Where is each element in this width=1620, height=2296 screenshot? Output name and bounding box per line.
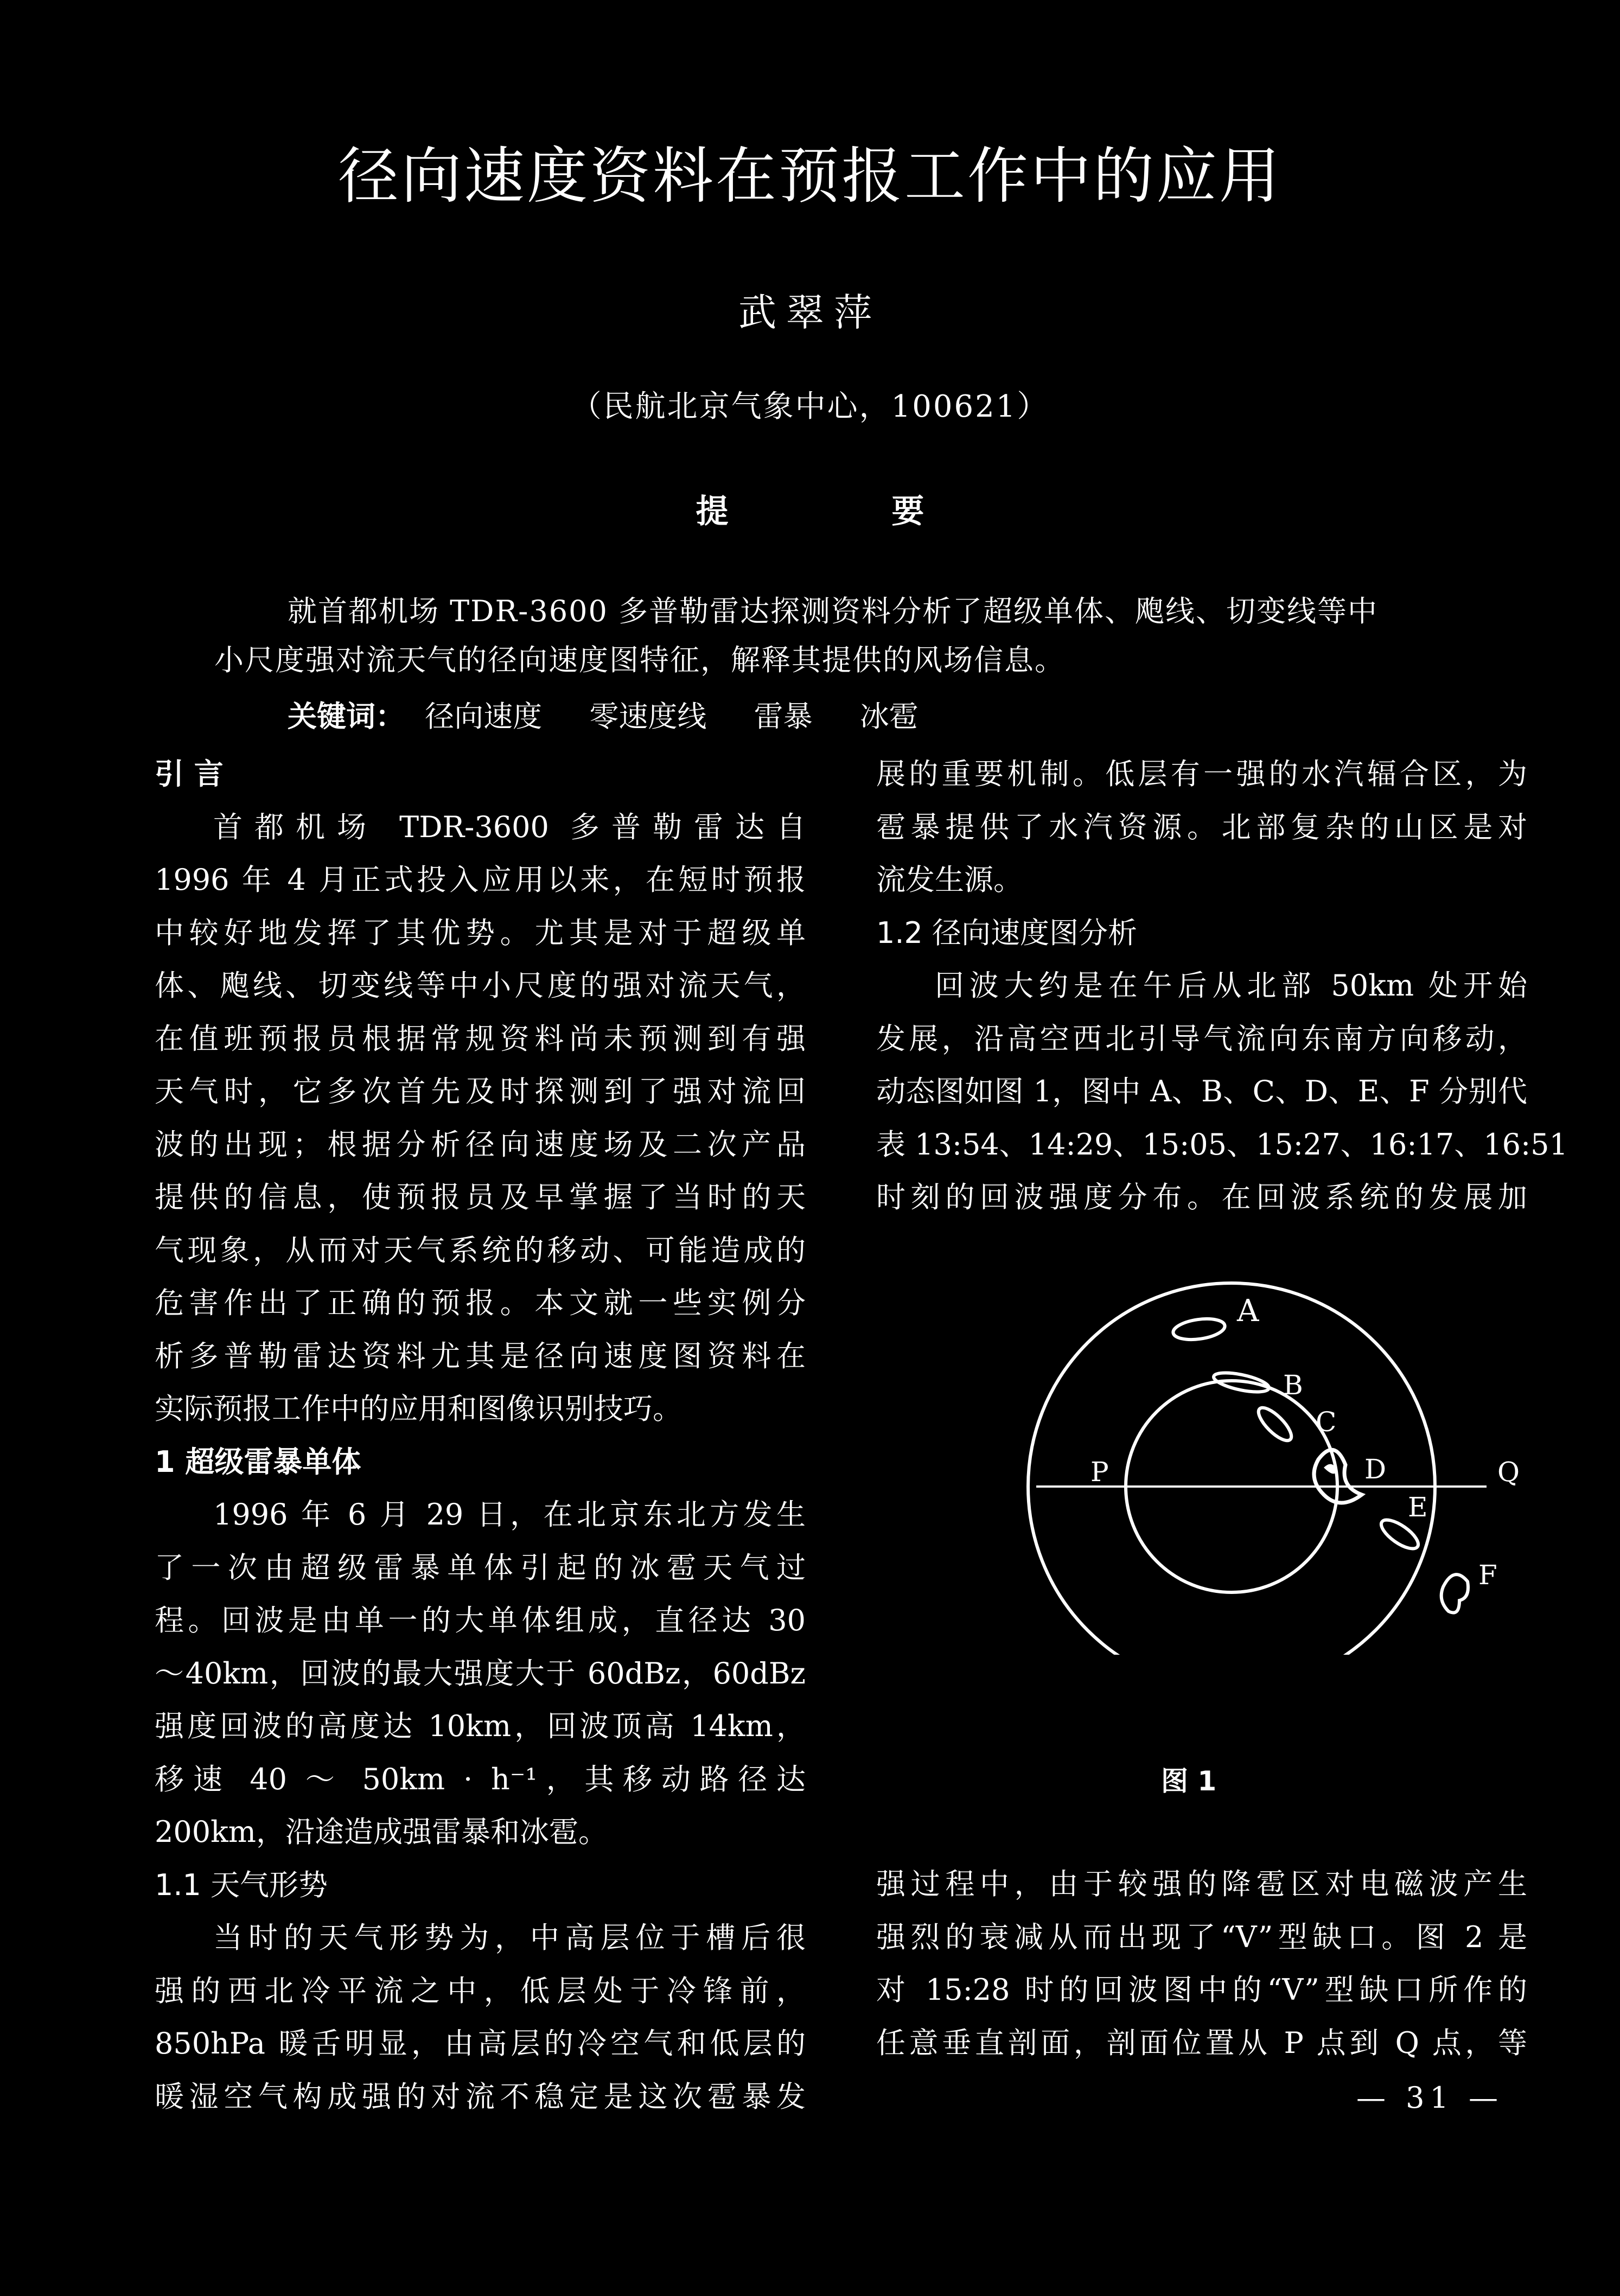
- section-heading-1: 1 超级雷暴单体: [155, 1444, 361, 1479]
- text-line: 回波大约是在午后从北部 50km 处开始: [935, 968, 1527, 1003]
- label-f: F: [1478, 1559, 1497, 1591]
- section-heading-intro: 引 言: [155, 757, 224, 791]
- text-line: 天气时，它多次首先及时探测到了强对流回: [155, 1074, 806, 1108]
- label-a: A: [1237, 1293, 1259, 1329]
- text-line: ～40km，回波的最大强度大于 60dBz，60dBz: [155, 1656, 806, 1691]
- text-line: 程。回波是由单一的大单体组成，直径达 30: [155, 1603, 806, 1637]
- text-line: 发展，沿高空西北引导气流向东南方向移动，: [876, 1021, 1527, 1056]
- text-line: 提供的信息，使预报员及早掌握了当时的天: [155, 1180, 806, 1214]
- text-line: 中较好地发挥了其优势。尤其是对于超级单: [155, 915, 806, 950]
- keyword: 雷暴: [754, 699, 813, 734]
- text-line: 1996 年 4 月正式投入应用以来，在短时预报: [155, 863, 806, 897]
- label-d: D: [1364, 1453, 1387, 1485]
- text-line: 任意垂直剖面，剖面位置从 P 点到 Q 点，等: [876, 2025, 1527, 2060]
- label-b: B: [1283, 1369, 1303, 1401]
- keyword: 冰雹: [859, 699, 919, 734]
- text-line: 实际预报工作中的应用和图像识别技巧。: [155, 1392, 682, 1426]
- text-line: 强的西北冷平流之中，低层处于冷锋前，: [155, 1973, 806, 2008]
- right-column-bottom: [876, 1858, 1527, 2069]
- page-number: — 31 —: [1356, 2081, 1504, 2115]
- abstract-line-1: 就首都机场 TDR-3600 多普勒雷达探测资料分析了超级单体、飑线、切变线等中: [288, 594, 1378, 628]
- echo-a: [1172, 1316, 1226, 1342]
- text-line: 对 15:28 时的回波图中的“V”型缺口所作的: [876, 1973, 1527, 2007]
- text-line: 在值班预报员根据常规资料尚未预测到有强: [155, 1021, 806, 1056]
- text-line: 展的重要机制。低层有一强的水汽辐合区，为: [876, 757, 1527, 791]
- section-heading-1-1: 1.1 天气形势: [155, 1867, 328, 1902]
- keyword: 径向速度: [425, 699, 543, 734]
- text-line: 200km，沿途造成强雷暴和冰雹。: [155, 1815, 608, 1849]
- text-line: 850hPa 暖舌明显，由高层的冷空气和低层的: [155, 2026, 806, 2061]
- text-line: 强度回波的高度达 10km，回波顶高 14km，: [155, 1709, 806, 1743]
- echo-f: [1442, 1574, 1468, 1612]
- text-line: 危害作出了正确的预报。本文就一些实例分: [155, 1286, 806, 1320]
- text-line: 首都机场 TDR-3600 多普勒雷达自: [213, 809, 806, 844]
- keyword: 零速度线: [589, 699, 707, 734]
- author-name: 武翠萍: [738, 290, 882, 335]
- text-line: 流发生源。: [876, 863, 1023, 897]
- text-line: 动态图如图 1，图中 A、B、C、D、E、F 分别代: [876, 1074, 1527, 1108]
- label-p: P: [1090, 1456, 1109, 1488]
- text-line: 气现象，从而对天气系统的移动、可能造成的: [155, 1233, 806, 1267]
- text-line: 时刻的回波强度分布。在回波系统的发展加: [876, 1180, 1527, 1214]
- figure-caption: 图 1: [1161, 1765, 1217, 1797]
- text-line: 了一次由超级雷暴单体引起的冰雹天气过: [155, 1550, 806, 1585]
- text-line: 强过程中，由于较强的降雹区对电磁波产生: [876, 1867, 1527, 1901]
- section-heading-1-2: 1.2 径向速度图分析: [876, 915, 1138, 950]
- label-e: E: [1408, 1491, 1428, 1523]
- radar-echo-figure: [944, 1264, 1530, 1655]
- left-column: [155, 748, 806, 2123]
- text-line: 表 13:54、14:29、15:05、15:27、16:17、16:51: [876, 1127, 1568, 1162]
- affiliation: （民航北京气象中心，100621）: [571, 389, 1049, 424]
- text-line: 析多普勒雷达资料尤其是径向速度图资料在: [155, 1338, 806, 1373]
- abstract-line-2: 小尺度强对流天气的径向速度图特征，解释其提供的风场信息。: [214, 643, 1065, 677]
- text-line: 暖湿空气构成强的对流不稳定是这次雹暴发: [155, 2079, 806, 2114]
- text-line: 雹暴提供了水汽资源。北部复杂的山区是对: [876, 809, 1527, 844]
- abstract-heading: 提 要: [696, 493, 1000, 531]
- text-line: 当时的天气形势为，中高层位于槽后很: [213, 1921, 806, 1955]
- keywords-label: 关键词：: [288, 699, 405, 734]
- label-c: C: [1316, 1406, 1337, 1438]
- keywords-row: [288, 693, 919, 735]
- label-q: Q: [1497, 1456, 1520, 1488]
- text-line: 体、飑线、切变线等中小尺度的强对流天气，: [155, 968, 806, 1003]
- text-line: 移速 40 ～ 50km · h⁻¹，其移动路径达: [155, 1762, 806, 1796]
- text-line: 波的出现；根据分析径向速度场及二次产品: [155, 1127, 806, 1162]
- right-column-top: [876, 748, 1568, 1224]
- text-line: 强烈的衰减从而出现了“V”型缺口。图 2 是: [876, 1919, 1527, 1954]
- text-line: 1996 年 6 月 29 日，在北京东北方发生: [213, 1497, 806, 1532]
- echo-c: [1254, 1403, 1296, 1445]
- paper-title: 径向速度资料在预报工作中的应用: [338, 141, 1282, 212]
